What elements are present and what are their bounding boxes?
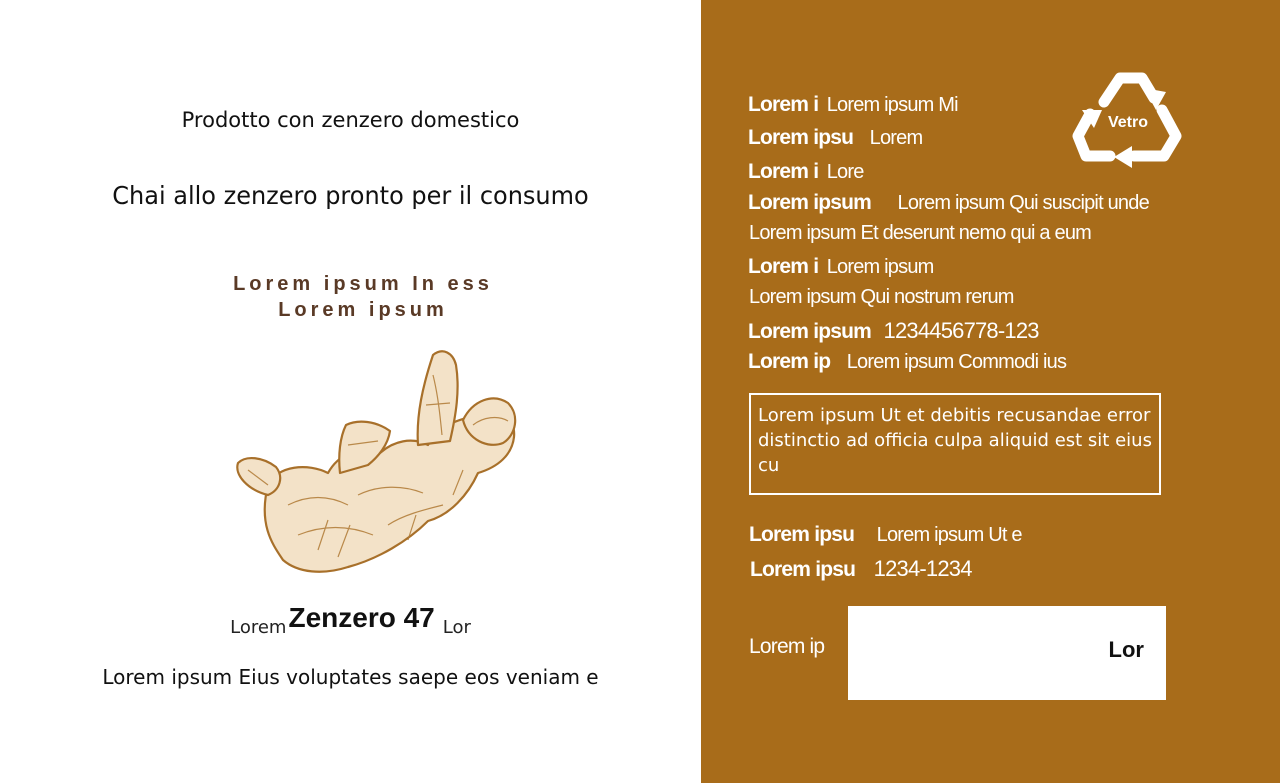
info-value: Lorem ipsum Qui suscipit unde <box>897 192 1149 214</box>
product-line <box>0 602 701 640</box>
info-label: Lorem i <box>748 255 819 278</box>
brand-line-2: Lorem ipsum <box>278 299 448 321</box>
info-row <box>748 160 864 184</box>
info-row <box>748 126 922 150</box>
info-label: Lorem ip <box>748 350 831 373</box>
info-value: 1234-1234 <box>873 556 972 581</box>
info-row <box>750 556 972 582</box>
barcode-area <box>848 606 1166 700</box>
info-value: Lorem ipsum Mi <box>826 94 958 116</box>
ginger-root-icon <box>228 345 523 585</box>
info-value: 1234456778-123 <box>883 318 1039 343</box>
product-name: Zenzero 47 <box>288 602 435 633</box>
product-title: Chai allo zenzero pronto per il consumo <box>112 181 589 210</box>
subtitle: Prodotto con zenzero domestico <box>181 108 520 132</box>
info-row <box>749 523 1022 547</box>
info-row <box>748 93 958 117</box>
info-value: Lorem <box>869 127 923 149</box>
info-value: Lorem ipsum <box>826 256 934 278</box>
info-label: Lorem ipsu <box>748 126 854 149</box>
info-value: Lorem ipsum Ut e <box>876 524 1022 546</box>
info-label: Lorem i <box>748 160 819 183</box>
barcode-area-text: Lor <box>1108 637 1144 662</box>
recycle-icon <box>1072 70 1182 175</box>
info-label: Lorem ipsum <box>748 191 872 214</box>
info-row <box>749 222 1091 245</box>
product-description: Lorem ipsum Eius voluptates saepe eos veniam e <box>102 665 599 689</box>
info-row <box>748 191 1149 215</box>
info-row <box>749 286 1014 309</box>
info-value: Lorem ipsum Commodi ius <box>846 351 1067 373</box>
info-label: Lorem i <box>748 93 819 116</box>
info-row <box>748 318 1039 344</box>
brand-line-1: Lorem ipsum In ess <box>233 273 493 295</box>
info-label: Lorem ipsum <box>748 320 872 343</box>
recycle-label: Vetro <box>1107 114 1149 131</box>
info-label: Lorem ip <box>749 635 825 658</box>
info-value: Lorem ipsum Qui nostrum rerum <box>749 286 1014 308</box>
info-row <box>749 635 824 659</box>
info-value: Lorem ipsum Et deserunt nemo qui a eum <box>749 222 1092 244</box>
info-row <box>748 255 934 279</box>
info-value: Lore <box>826 161 864 183</box>
notice-box: Lorem ipsum Ut et debitis recusandae error distinctio ad officia culpa aliquid est sit eius cu <box>749 393 1161 495</box>
product-prefix: Lorem <box>230 617 287 638</box>
product-suffix: Lor <box>442 617 471 638</box>
info-label: Lorem ipsu <box>750 558 856 581</box>
info-row <box>748 350 1066 374</box>
label-right-panel <box>701 0 1280 783</box>
info-label: Lorem ipsu <box>749 523 855 546</box>
